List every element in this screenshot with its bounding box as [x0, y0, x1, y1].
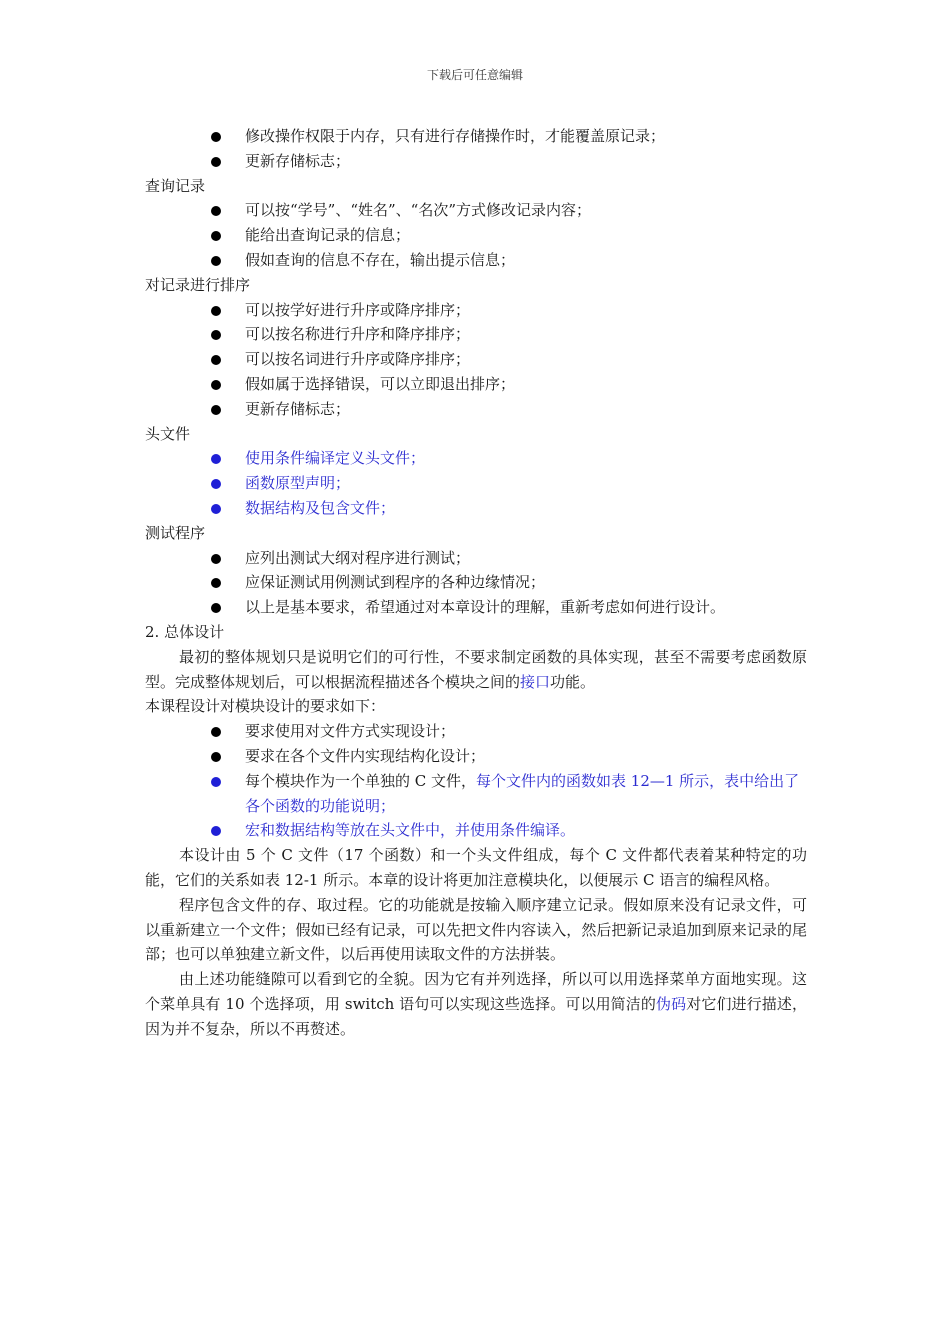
list-item: 要求在各个文件内实现结构化设计； — [145, 744, 807, 769]
bullet-icon — [211, 231, 221, 241]
list-item: 以上是基本要求，希望通过对本章设计的理解，重新考虑如何进行设计。 — [145, 595, 807, 620]
section-heading: 头文件 — [145, 424, 191, 443]
list-item: 可以按名称进行升序和降序排序； — [145, 322, 807, 347]
pseudocode-link[interactable]: 伪码 — [656, 994, 687, 1013]
paragraph: 程序包含文件的存、取过程。它的功能就是按输入顺序建立记录。假如原来没有记录文件，可以重新建立一个文件；假如已经有记录，可以先把文件内容读入，然后把新记录追加到原来记录的尾部；也可以单独建立新文件，以后再使用读取文件的方法拼装。 — [145, 895, 807, 964]
list-item: 应保证测试用例测试到程序的各种边缘情况； — [145, 570, 807, 595]
list-item: 修改操作权限于内存，只有进行存储操作时，才能覆盖原记录； — [145, 124, 807, 149]
bullet-icon — [211, 504, 221, 514]
list-item: 函数原型声明； — [145, 471, 807, 496]
bullet-icon — [211, 132, 221, 142]
section-heading: 查询记录 — [145, 176, 206, 195]
bullet-icon — [211, 727, 221, 737]
paragraph: 由上述功能缝隙可以看到它的全貌。因为它有并列选择，所以可以用选择菜单方面地实现。这个菜单具有 10 个选择项，用 switch 语句可以实现这些选择。可以用简洁的伪码对它们进行描述，因为并不复杂，所以不再赘述。 — [145, 970, 807, 1038]
bullet-icon — [211, 256, 221, 266]
bullet-icon — [211, 380, 221, 390]
bullet-icon — [211, 454, 221, 464]
bullet-icon — [211, 330, 221, 340]
document-body — [145, 124, 807, 1041]
bullet-icon — [211, 405, 221, 415]
page-header: 下载后可任意编辑 — [426, 68, 523, 82]
list-item: 宏和数据结构等放在头文件中，并使用条件编译。 — [145, 818, 807, 843]
bullet-icon — [211, 777, 221, 787]
bullet-icon — [211, 826, 221, 836]
bullet-icon — [211, 206, 221, 216]
bullet-icon — [211, 355, 221, 365]
list-item: 假如查询的信息不存在，输出提示信息； — [145, 248, 807, 273]
list-item: 要求使用对文件方式实现设计； — [145, 719, 807, 744]
list-item: 能给出查询记录的信息； — [145, 223, 807, 248]
bullet-icon — [211, 554, 221, 564]
section-heading: 2. 总体设计 — [145, 622, 225, 641]
bullet-icon — [211, 306, 221, 316]
interface-link[interactable]: 接口 — [520, 672, 551, 691]
bullet-icon — [211, 578, 221, 588]
list-item: 可以按学好进行升序或降序排序； — [145, 298, 807, 323]
list-item: 每个模块作为一个单独的 C 文件，每个文件内的函数如表 12—1 所示，表中给出了各个函数的功能说明； — [145, 769, 807, 819]
list-item: 数据结构及包含文件； — [145, 496, 807, 521]
bullet-icon — [211, 752, 221, 762]
bullet-icon — [211, 157, 221, 167]
section-heading: 测试程序 — [145, 523, 206, 542]
list-item: 假如属于选择错误，可以立即退出排序； — [145, 372, 807, 397]
list-item: 更新存储标志； — [145, 149, 807, 174]
paragraph: 本设计由 5 个 C 文件（17 个函数）和一个头文件组成，每个 C 文件都代表着某种特定的功能，它们的关系如表 12-1 所示。本章的设计将更加注意模块化，以便展示 C 语言的编程风格。 — [145, 846, 807, 889]
bullet-icon — [211, 479, 221, 489]
list-item: 可以按名词进行升序或降序排序； — [145, 347, 807, 372]
list-item: 可以按“学号”、“姓名”、“名次”方式修改记录内容； — [145, 198, 807, 223]
paragraph-intro: 本课程设计对模块设计的要求如下： — [145, 697, 386, 716]
list-item: 应列出测试大纲对程序进行测试； — [145, 546, 807, 571]
paragraph: 最初的整体规划只是说明它们的可行性，不要求制定函数的具体实现，甚至不需要考虑函数原型。完成整体规划后，可以根据流程描述各个模块之间的接口功能。 — [145, 647, 807, 691]
section-heading: 对记录进行排序 — [145, 275, 251, 294]
list-item: 更新存储标志； — [145, 397, 807, 422]
bullet-icon — [211, 603, 221, 613]
list-item: 使用条件编译定义头文件； — [145, 446, 807, 471]
